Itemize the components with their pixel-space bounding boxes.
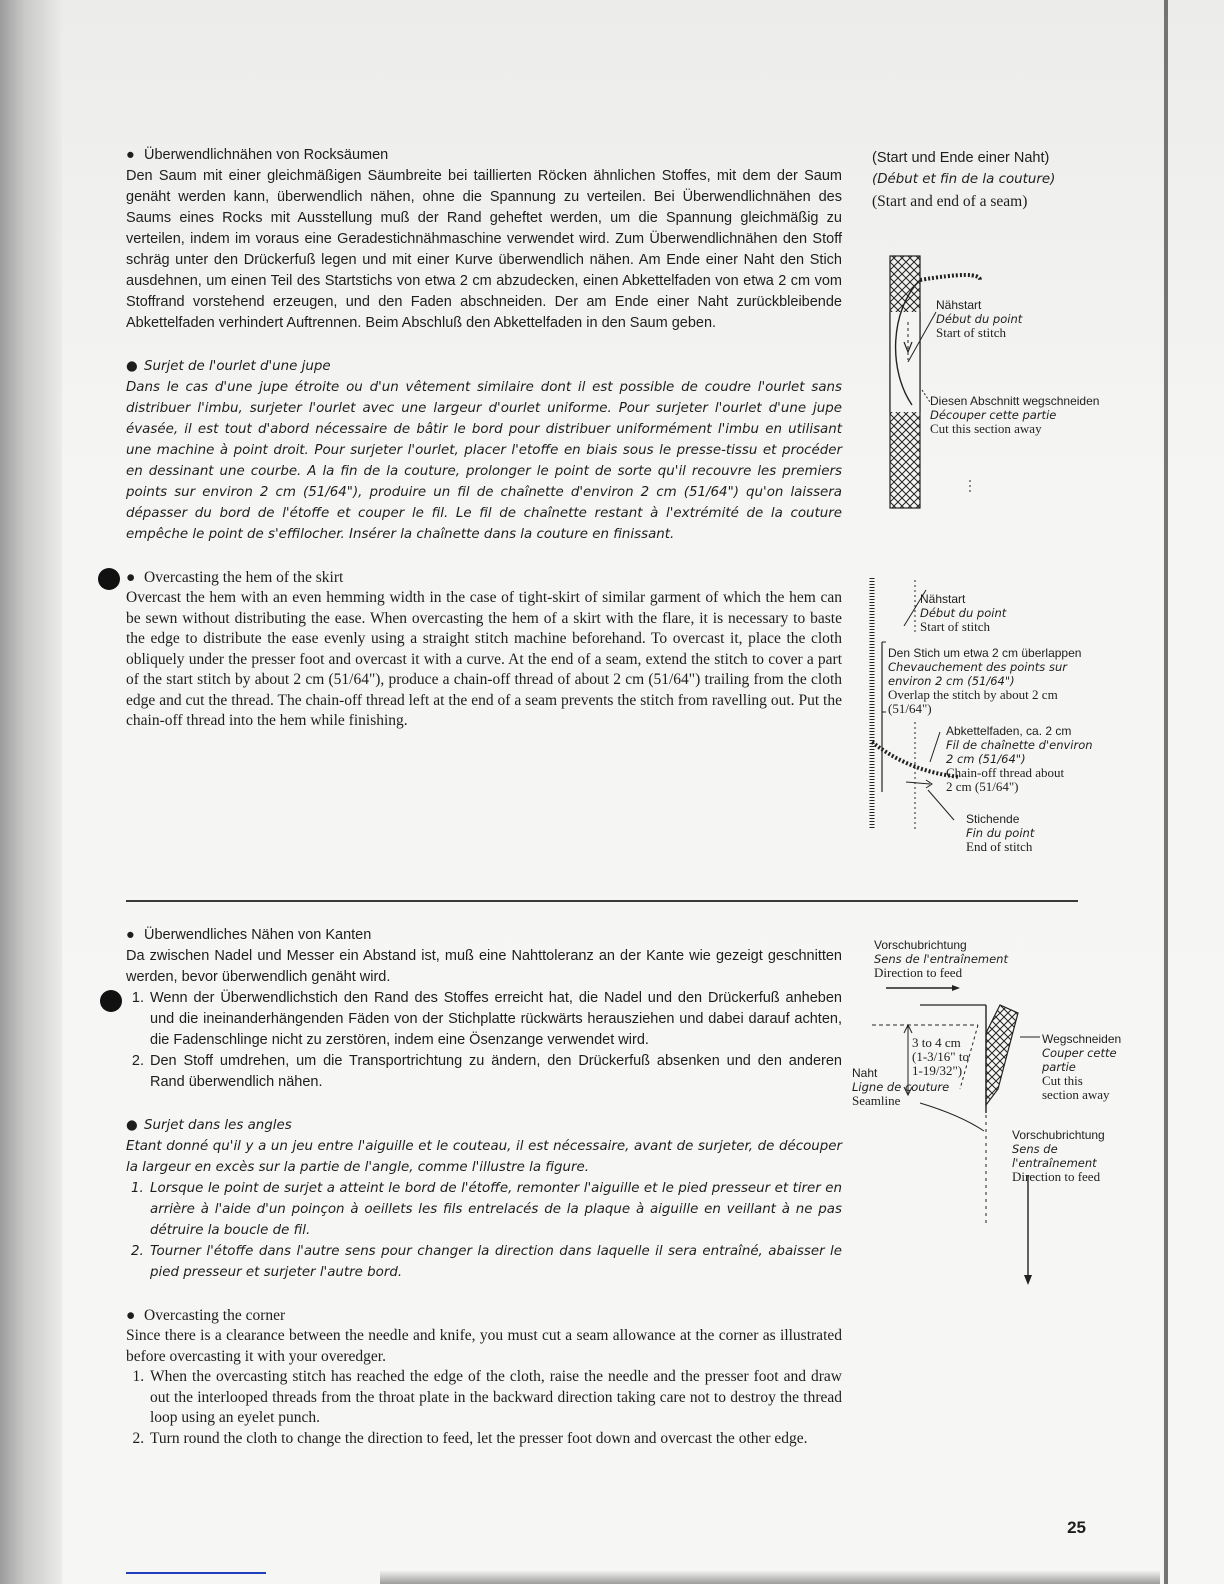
hem-fr-heading: ● Surjet de l'ourlet d'une jupe xyxy=(126,359,331,374)
corner-en-steps xyxy=(126,1367,842,1449)
fig3-seam-label: Naht Ligne de couture Seamline xyxy=(852,1066,950,1108)
corner-fr-heading: ● Surjet dans les angles xyxy=(126,1118,292,1133)
corner-de-steps xyxy=(126,988,842,1093)
hem-de-body: Den Saum mit einer gleichmäßigen Säumbreite bei taillierten Röcken ähnlichen Stoffes, mit dem der Saum genäht werden kann, überwendlich nähen, ohne die Spannung zu verteilen. Bei Überwendlichnähen des Saums eines Rocks mit Ausstellung muß der Rand geheftet werden, um die Spannung gleichmäßig zu verteilen, indem im voraus eine Geradestichnähmaschine verwendet wird. Zum Überwendlichnähen den Stoff schräg unter den Drückerfuß legen und mit einer Kurve überwendlich nähen. Am Ende einer Naht den Stich ausdehnen, um einen Teil des Startstichs von etwa 2 cm abzudecken, einen Abkettelfaden von etwa 2 cm vom Stoffrand vorstehend erzeugen, und den Faden abschneiden. Der am Ende einer Naht zurückbleibende Abkettelfaden verhindert Auftrennen. Beim Abschluß den Abkettelfaden in den Saum geben. xyxy=(126,168,842,331)
corner-section xyxy=(126,925,842,1471)
list-item: 1. Lorsque le point de surjet a atteint le bord de l'étoffe, remonter l'aiguille et le pied presseur et tirer en arrière à l'aide d'un poinçon à oeillets les fils entrelacés de la plaque à aiguille en veillant à ne pas détruire la boucle de fil. xyxy=(148,1178,842,1241)
punch-hole-bottom xyxy=(100,990,122,1012)
caption-de: (Start und Ende einer Naht) xyxy=(872,150,1050,166)
hem-en-block xyxy=(126,567,842,732)
arrow-icon xyxy=(952,985,960,991)
hem-de-block xyxy=(126,145,842,334)
fig1-start-label: Nähstart Début du point Start of stitch xyxy=(936,298,1023,340)
corner-fr-block xyxy=(126,1115,842,1283)
fig3-cut-label: Wegschneiden Couper cette partie Cut this section away xyxy=(1042,1032,1122,1102)
fig3-feed-top-label: Vorschubrichtung Sens de l'entraînement Direction to feed xyxy=(874,938,1008,980)
fig3-feed-side-label: Vorschubrichtung Sens de l'entraînement Direction to feed xyxy=(1012,1128,1105,1184)
corner-de-intro: Da zwischen Nadel und Messer ein Abstand ist, muß eine Nahttoleranz an der Kante wie gezeigt geschnitten werden, bevor überwendlich genäht wird. xyxy=(126,948,842,985)
list-item: 2. Tourner l'étoffe dans l'autre sens pour changer la direction dans laquelle il sera entraîné, abaisser le pied presseur et surjeter l'autre bord. xyxy=(148,1241,842,1283)
fig1-cut-label: Diesen Abschnitt wegschneiden Découper cette partie Cut this section away xyxy=(930,394,1100,436)
figure-hem-start-diagram xyxy=(870,250,1000,515)
page-number: 25 xyxy=(1067,1518,1086,1537)
corner-en-heading: ● Overcasting the corner xyxy=(126,1307,286,1324)
scan-shadow xyxy=(380,1570,1160,1584)
stitch-chain xyxy=(920,275,980,280)
figure-caption xyxy=(872,147,1122,213)
corner-en-intro: Since there is a clearance between the needle and knife, you must cut a seam allowance at the corner as illustrated before overcasting it with your overedger. xyxy=(126,1327,842,1365)
list-item: 2. Den Stoff umdrehen, um die Transportrichtung zu ändern, den Drückerfuß absenken und den anderen Rand überwendlich nähen. xyxy=(148,1051,842,1093)
hem-fr-body: Dans le cas d'une jupe étroite ou d'un vêtement similaire dont il est possible de coudre l'ourlet sans distribuer l'imbu, surjeter l'ourlet avec une largeur d'ourlet uniforme. Pour surjeter l'ourlet d'une jupe évasée, il est tout d'abord nécessaire de bâtir le bord pour distribuer uniformément l'imbu en utilisant une machine à point droit. Pour surjeter l'ourlet, placer l'etoffe en biais sous le presse-tissu et procéder en dessinant une courbe. A la fin de la couture, prolonger le point de sorte qu'il recouvre les premiers points sur environ 2 cm (51/64"), produire un fil de chaînette d'environ 2 cm (51/64") qu'on laissera dépasser du bord de l'étoffe et couper le fil. Le fil de chaînette restant à l'extrémité de la couture empêche le point de s'effilocher. Insérer la chaînette dans la couture en finissant. xyxy=(126,380,842,542)
fig2-start-label: Nähstart Début du point Start of stitch xyxy=(920,592,1007,634)
arrow-icon xyxy=(1024,1275,1032,1285)
hem-fr-block xyxy=(126,356,842,545)
fig2-chain-label: Abkettelfaden, ca. 2 cm Fil de chaînette d'environ 2 cm (51/64") Chain-off thread about 2 cm (51/64") xyxy=(946,724,1093,794)
list-item: 1. When the overcasting stitch has reached the edge of the cloth, raise the needle and the presser foot and draw out the interlooped threads from the throat plate in the backward direction taking care not to destroy the thread loop using an eyelet punch. xyxy=(148,1367,842,1429)
corner-de-block xyxy=(126,925,842,1093)
list-item: 2. Turn round the cloth to change the direction to feed, let the presser foot down and overcast the other edge. xyxy=(148,1429,842,1450)
cut-away-hatched xyxy=(986,1005,1018,1105)
corner-en-block xyxy=(126,1305,842,1449)
list-item: 1. Wenn der Überwendlichstich den Rand des Stoffes erreicht hat, die Nadel und den Drückerfuß anheben und die ineinanderhängenden Fäden von der Stichplatte rückwärts herausziehen und dabei darauf achten, die Fadenschlinge nicht zu zerstören, indem eine Ösenzange verwendet wird. xyxy=(148,988,842,1051)
corner-de-heading: ● Überwendliches Nähen von Kanten xyxy=(126,927,372,943)
hem-en-heading: ● Overcasting the hem of the skirt xyxy=(126,569,344,586)
page-edge xyxy=(1164,0,1168,1584)
corner-fr-steps xyxy=(126,1178,842,1283)
caption-fr: (Début et fin de la couture) xyxy=(872,172,1056,187)
hem-section xyxy=(126,145,842,754)
caption-en: (Start and end of a seam) xyxy=(872,193,1028,210)
fig2-overlap-label: Den Stich um etwa 2 cm überlappen Chevauchement des points sur environ 2 cm (51/64") Overlap the stitch by about 2 cm (51/64") xyxy=(888,646,1082,716)
hem-en-body: Overcast the hem with an even hemming width in the case of tight-skirt of similar garment of which the hem can be sewn without distributing the ease. When overcasting the hem of a skirt with the flare, it is necessary to baste the edge to distribute the ease evenly using a straight stitch machine beforehand. To overcast it, place the cloth obliquely under the presser foot and overcast it with a curve. At the end of a seam, extend the stitch to cover a part of the start stitch by about 2 cm (51/64"), produce a chain-off thread of about 2 cm (51/64") trailing from the cloth edge and cut the thread. The chain-off thread left at the end of a seam prevents the stitch from ravelling out. Put the chain-off thread into the hem while finishing. xyxy=(126,589,842,729)
fig3-dimension-label: 3 to 4 cm (1-3/16" to 1-19/32") xyxy=(912,1035,969,1078)
hem-de-heading: ● Überwendlichnähen von Rocksäumen xyxy=(126,147,389,163)
corner-fr-intro: Etant donné qu'il y a un jeu entre l'aiguille et le couteau, il est nécessaire, avant de surjeter, de découper la largeur en excès sur la partie de l'angle, comme l'illustre la figure. xyxy=(126,1139,842,1175)
punch-hole-top xyxy=(98,568,120,590)
scan-mark xyxy=(126,1572,266,1574)
fig2-end-label: Stichende Fin du point End of stitch xyxy=(966,812,1035,854)
section-divider xyxy=(126,900,1078,902)
binding-shadow xyxy=(0,0,62,1584)
